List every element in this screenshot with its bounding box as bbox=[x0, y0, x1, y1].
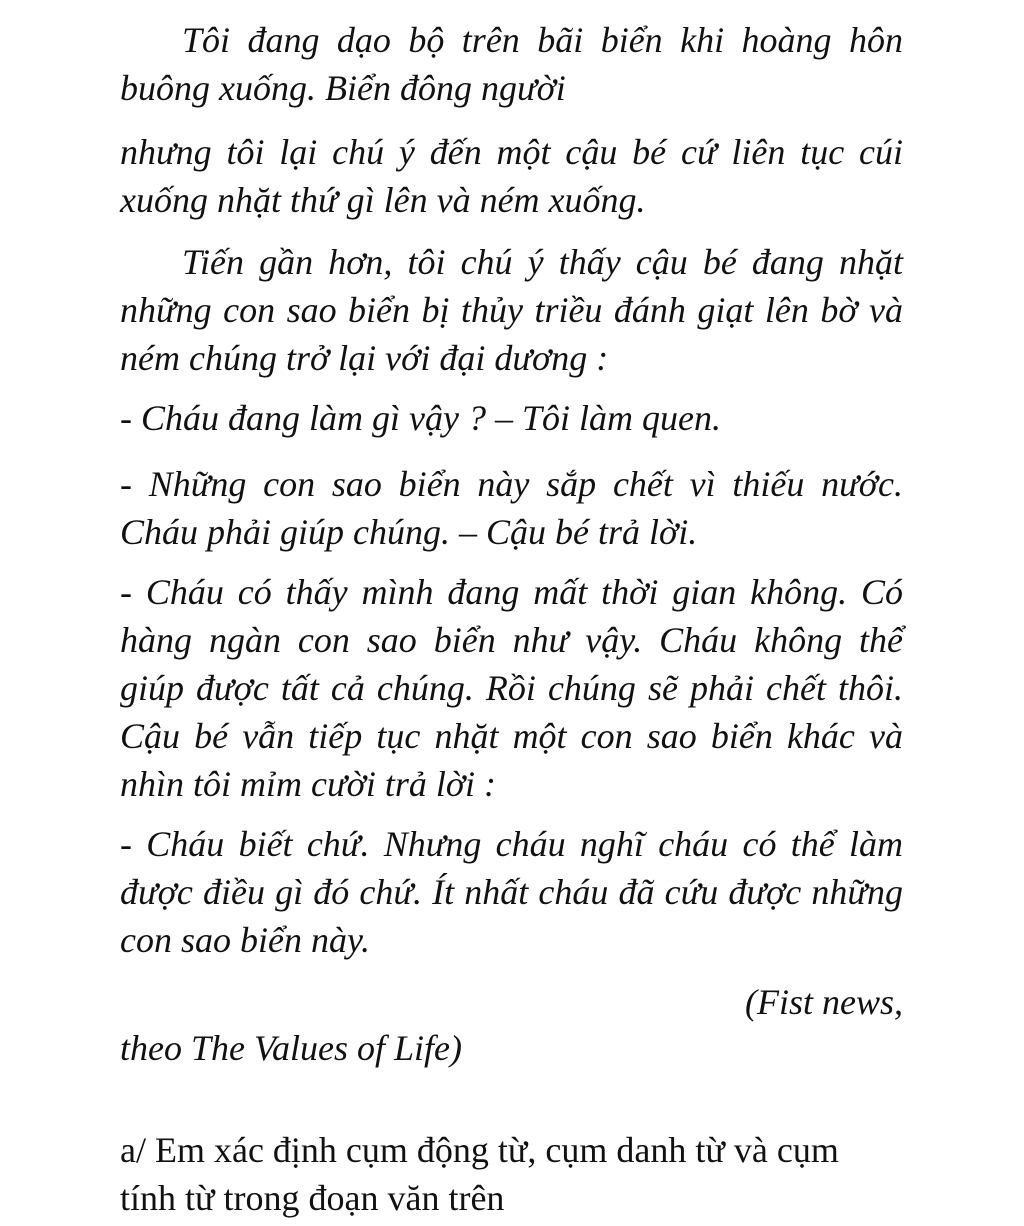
story-paragraph-1: Tôi đang dạo bộ trên bãi biển khi hoàng hôn buông xuống. Biển đông người bbox=[120, 20, 903, 108]
source-citation-line-2: theo The Values of Life) bbox=[120, 1028, 462, 1068]
dialogue-line-4: - Cháu biết chứ. Nhưng cháu nghĩ cháu có thể làm được điều gì đó chứ. Ít nhất cháu đã cứu được những con sao biển này. bbox=[120, 824, 903, 960]
dialogue-line-1: - Cháu đang làm gì vậy ? – Tôi làm quen. bbox=[120, 398, 721, 438]
story-paragraph-2: nhưng tôi lại chú ý đến một cậu bé cứ liên tục cúi xuống nhặt thứ gì lên và ném xuống. bbox=[120, 132, 903, 220]
dialogue-line-3: - Cháu có thấy mình đang mất thời gian không. Có hàng ngàn con sao biển như vậy. Cháu không thể giúp được tất cả chúng. Rồi chúng sẽ phải chết thôi. Cậu bé vẫn tiếp tục nhặt một con sao biển khác và nhìn tôi mỉm cười trả lời : bbox=[120, 572, 903, 804]
dialogue-line-2: - Những con sao biển này sắp chết vì thiếu nước. Cháu phải giúp chúng. – Cậu bé trả lời. bbox=[120, 464, 903, 552]
story-paragraph-3: Tiến gần hơn, tôi chú ý thấy cậu bé đang nhặt những con sao biển bị thủy triều đánh giạt lên bờ và ném chúng trở lại với đại dương : bbox=[120, 242, 903, 378]
question-a: a/ Em xác định cụm động từ, cụm danh từ và cụm tính từ trong đoạn văn trên bbox=[120, 1130, 839, 1218]
source-citation-line-1: (Fist news, bbox=[745, 982, 903, 1022]
